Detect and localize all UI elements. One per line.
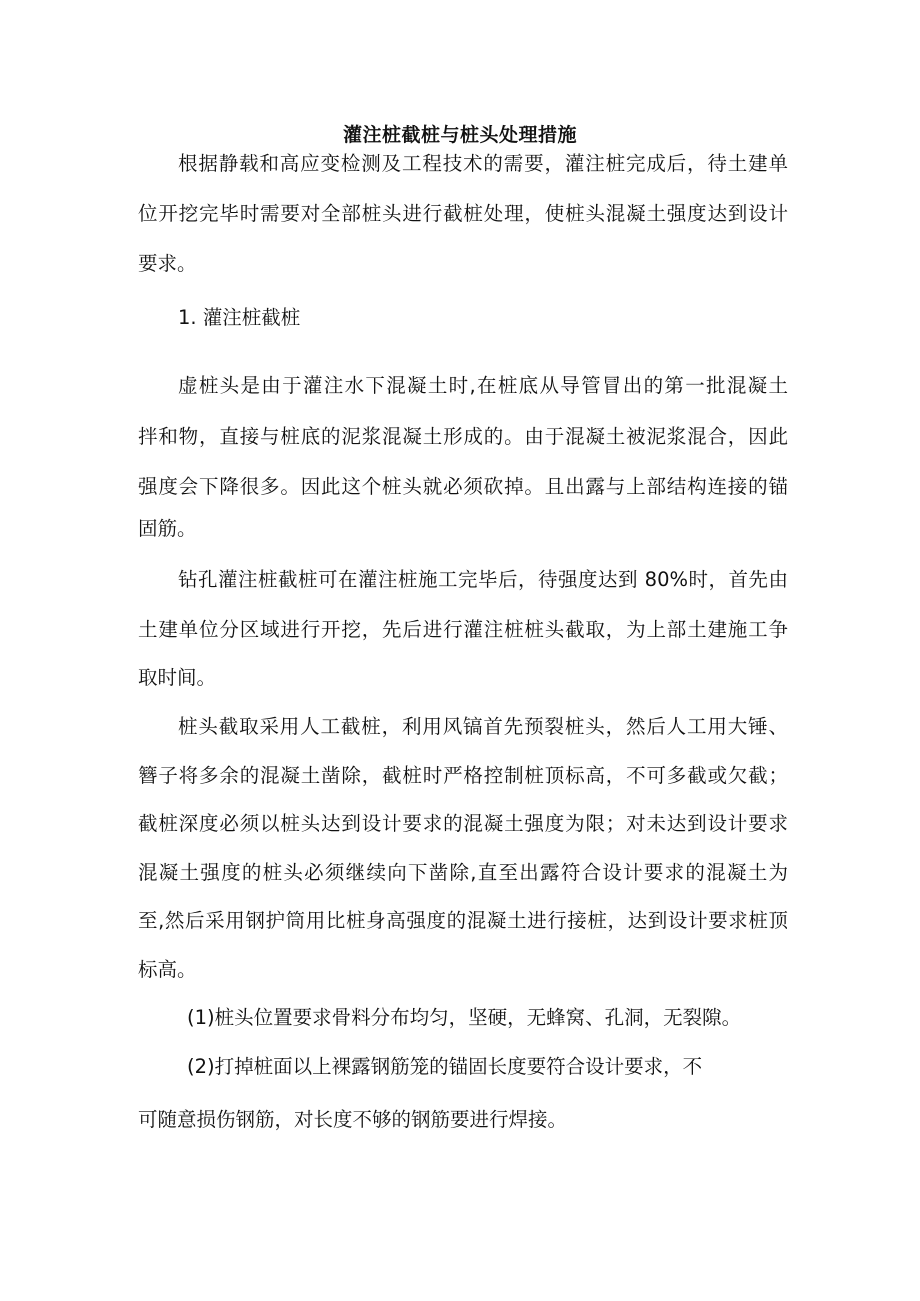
paragraph-line: 钻孔灌注桩截桩可在灌注桩施工完毕后，待强度达到 80%时，首先由 (178, 568, 788, 591)
paragraph-line: 虚桩头是由于灌注水下混凝土时,在桩底从导管冒出的第一批混凝土 (178, 374, 788, 397)
paragraph-line: 桩头截取采用人工截桩，利用风镐首先预裂桩头，然后人工用大锤、 (178, 715, 788, 738)
paragraph-line: 强度会下降很多。因此这个桩头就必须砍掉。且出露与上部结构连接的锚 (138, 475, 788, 498)
paragraph-line: 标高。 (138, 958, 197, 981)
page-title: 灌注桩截桩与桩头处理措施 (342, 124, 577, 146)
intro-line: 根据静载和高应变检测及工程技术的需要，灌注桩完成后，待土建单 (178, 152, 788, 175)
paragraph-line: 至,然后采用钢护筒用比桩身高强度的混凝土进行接桩，达到设计要求桩顶 (138, 909, 788, 932)
paragraph-line: 拌和物，直接与桩底的泥浆混凝土形成的。由于混凝土被泥浆混合，因此 (138, 425, 788, 448)
paragraph-line: 取时间。 (138, 666, 217, 689)
list-item: (2)打掉桩面以上裸露钢筋笼的锚固长度要符合设计要求，不 (187, 1055, 703, 1078)
list-item: (1)桩头位置要求骨料分布均匀，坚硬，无蜂窝、孔洞，无裂隙。 (187, 1006, 742, 1029)
paragraph-line: 固筋。 (138, 517, 197, 540)
list-item-continuation: 可随意损伤钢筋，对长度不够的钢筋要进行焊接。 (138, 1108, 568, 1131)
intro-line: 要求。 (138, 252, 197, 275)
paragraph-line: 土建单位分区域进行开挖，先后进行灌注桩桩头截取，为上部土建施工争 (138, 618, 788, 641)
intro-line: 位开挖完毕时需要对全部桩头进行截桩处理，使桩头混凝土强度达到设计 (138, 202, 788, 225)
paragraph-line: 混凝土强度的桩头必须继续向下凿除,直至出露符合设计要求的混凝土为 (138, 861, 788, 884)
paragraph-line: 截桩深度必须以桩头达到设计要求的混凝土强度为限；对未达到设计要求 (138, 812, 788, 835)
section-heading: 1. 灌注桩截桩 (178, 306, 301, 329)
paragraph-line: 簪子将多余的混凝土凿除，截桩时严格控制桩顶标高，不可多截或欠截； (138, 764, 788, 787)
